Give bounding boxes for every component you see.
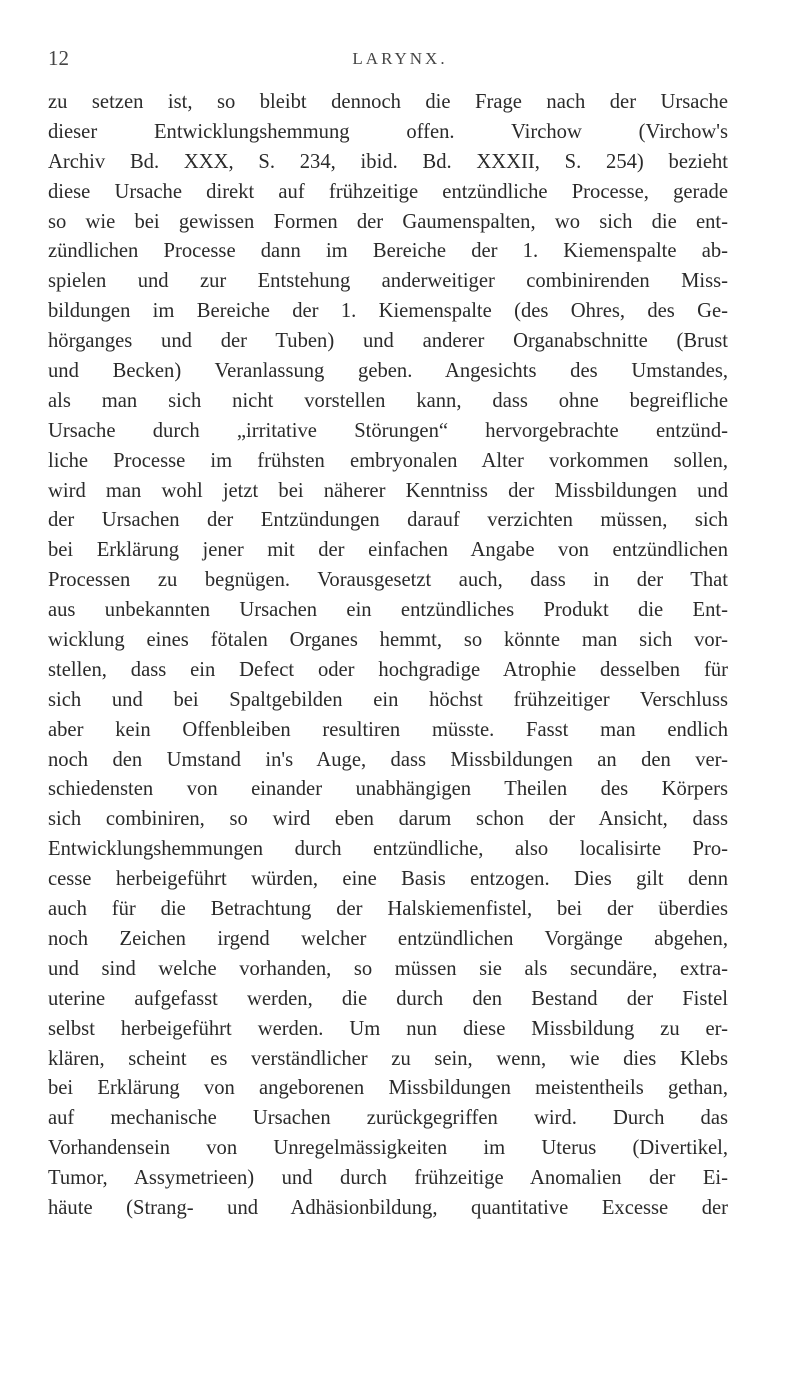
text-line: als man sich nicht vorstellen kann, dass ohne begreifliche [48,389,728,412]
text-line: sich und bei Spaltgebilden ein höchst frühzeitiger Verschluss [48,688,728,711]
text-line: bildungen im Bereiche der 1. Kiemenspalte (des Ohres, des Ge- [48,300,728,323]
running-head [48,46,752,74]
text-line: Vorhandensein von Unregelmässigkeiten im Uterus (Divertikel, [48,1137,728,1160]
text-line: bei Erklärung jener mit der einfachen Angabe von entzündlichen [48,539,728,562]
text-line: und sind welche vorhanden, so müssen sie als secundäre, extra- [48,957,728,980]
text-line: stellen, dass ein Defect oder hochgradige Atrophie desselben für [48,658,728,681]
text-line: wicklung eines fötalen Organes hemmt, so könnte man sich vor- [48,629,728,652]
body-text [48,88,728,1224]
text-line: aber kein Offenbleiben resultiren müsste. Fasst man endlich [48,718,728,741]
text-line: auf mechanische Ursachen zurückgegriffen wird. Durch das [48,1107,728,1130]
text-line: zu setzen ist, so bleibt dennoch die Frage nach der Ursache [48,91,728,113]
text-line: sich combiniren, so wird eben darum schon der Ansicht, dass [48,808,728,831]
text-line: auch für die Betrachtung der Halskiemenfistel, bei der überdies [48,898,728,921]
text-line: Entwicklungshemmungen durch entzündliche, also localisirte Pro- [48,838,728,861]
text-line: cesse herbeigeführt würden, eine Basis entzogen. Dies gilt denn [48,868,728,891]
text-line: noch den Umstand in's Auge, dass Missbildungen an den ver- [48,748,728,771]
text-line: Ursache durch „irritative Störungen“ hervorgebrachte entzünd- [48,419,728,442]
text-line: bei Erklärung von angeborenen Missbildungen meistentheils gethan, [48,1077,728,1100]
text-line: und Becken) Veranlassung geben. Angesichts des Umstandes, [48,360,728,383]
text-line: spielen und zur Entstehung anderweitiger combinirenden Miss- [48,270,728,293]
text-line: diese Ursache direkt auf frühzeitige entzündliche Processe, gerade [48,180,728,203]
text-line: noch Zeichen irgend welcher entzündlichen Vorgänge abgehen, [48,927,728,950]
text-line: dieser Entwicklungshemmung offen. Virchow (Virchow's [48,120,728,143]
text-line: häute (Strang- und Adhäsionbildung, quantitative Excesse der [48,1196,728,1219]
text-line: schiedensten von einander unabhängigen Theilen des Körpers [48,778,728,801]
text-line: selbst herbeigeführt werden. Um nun diese Missbildung zu er- [48,1017,728,1040]
text-line: wird man wohl jetzt bei näherer Kenntniss der Missbildungen und [48,479,728,502]
text-line: aus unbekannten Ursachen ein entzündliches Produkt die Ent- [48,599,728,622]
page-number: 12 [48,46,69,70]
text-line: Archiv Bd. XXX, S. 234, ibid. Bd. XXXII, S. 254) bezieht [48,150,728,173]
text-line: zündlichen Processe dann im Bereiche der 1. Kiemenspalte ab- [48,240,728,263]
text-line: uterine aufgefasst werden, die durch den Bestand der Fistel [48,987,728,1010]
running-title: LARYNX. [352,49,448,68]
text-line: Processen zu begnügen. Vorausgesetzt auch, dass in der That [48,569,728,592]
text-line: hörganges und der Tuben) und anderer Organabschnitte (Brust [48,330,728,353]
text-line: so wie bei gewissen Formen der Gaumenspalten, wo sich die ent- [48,210,728,233]
text-line: liche Processe im frühsten embryonalen Alter vorkommen sollen, [48,449,728,472]
text-line: klären, scheint es verständlicher zu sein, wenn, wie dies Klebs [48,1047,728,1070]
text-line: Tumor, Assymetrieen) und durch frühzeitige Anomalien der Ei- [48,1167,728,1190]
text-line: der Ursachen der Entzündungen darauf verzichten müssen, sich [48,509,728,532]
